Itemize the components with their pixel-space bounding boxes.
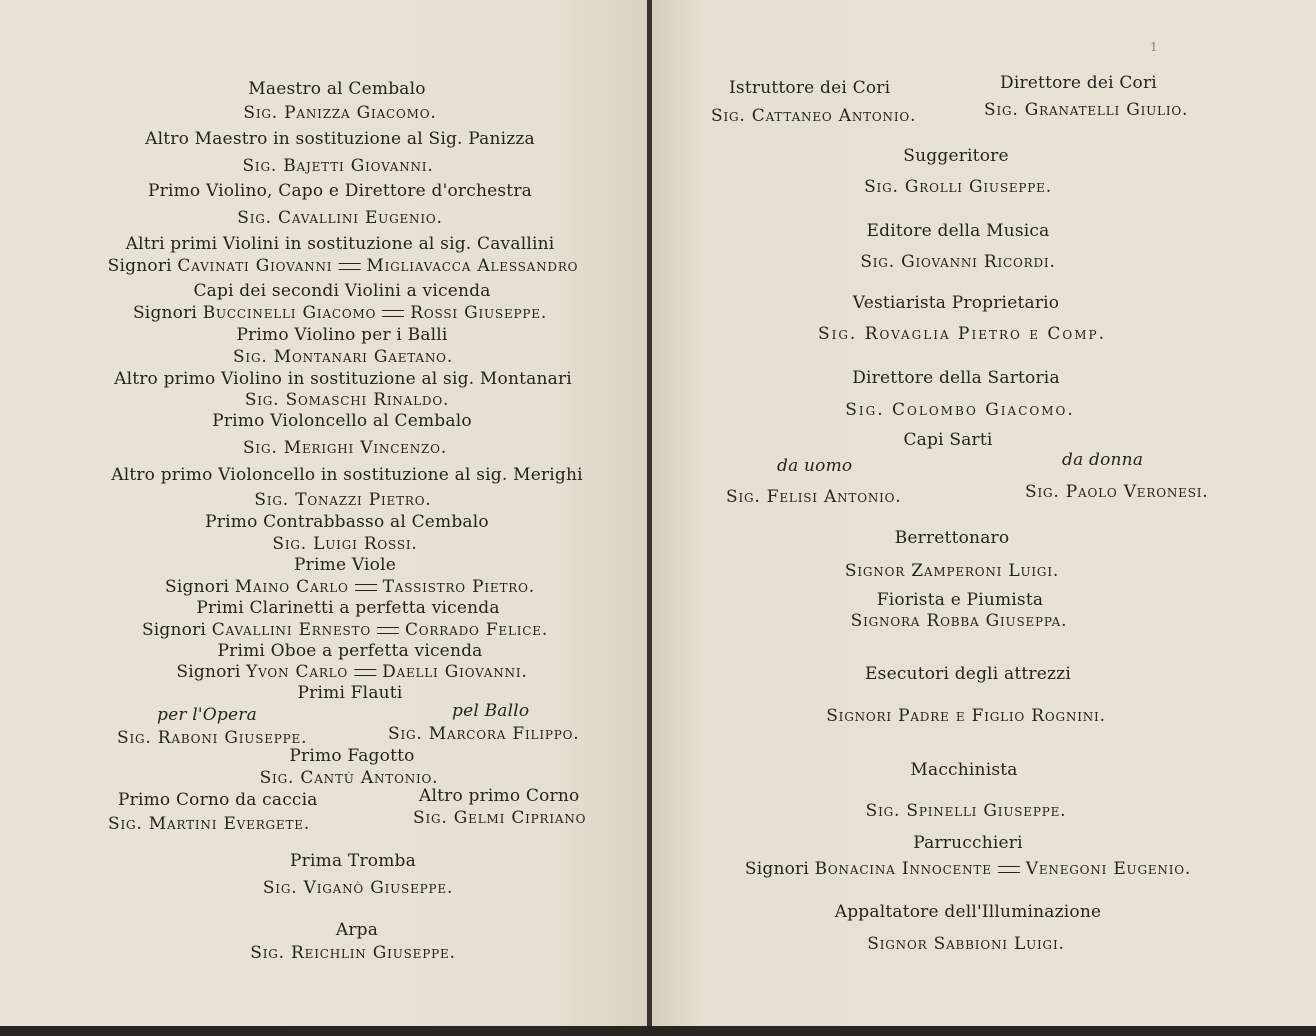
signori-prefix: Signori (744, 859, 810, 879)
fiorista-title: Fiorista e Piumista (876, 590, 1044, 610)
name-b: Corrado Felice. (404, 620, 549, 640)
prima-tromba-name: Sig. Viganò Giuseppe. (262, 878, 454, 898)
attrezzi-title: Esecutori degli attrezzi (865, 664, 1071, 684)
signori-prefix: Signori (176, 662, 241, 682)
equals-mark (382, 310, 404, 317)
signori-prefix: Signori (132, 303, 198, 323)
macchinista-title: Macchinista (910, 760, 1018, 780)
sarti-donna-label: da donna (1062, 450, 1144, 470)
suggeritore-name: Sig. Grolli Giuseppe. (864, 177, 1052, 197)
prime-viole-names (165, 577, 535, 597)
name-b: Rossi Giuseppe. (410, 303, 548, 323)
name-a: Bonacina Innocente (814, 859, 992, 879)
editore-title: Editore della Musica (866, 221, 1050, 241)
left-page (0, 0, 648, 1036)
equals-mark (338, 263, 360, 270)
altri-primi-violini-title: Altri primi Violini in sostituzione al sig. Cavallini (125, 234, 555, 254)
name-a: Buccinelli Giacomo (202, 303, 377, 323)
prime-viole-title: Prime Viole (294, 555, 396, 575)
primo-violino-capo-name: Sig. Cavallini Eugenio. (237, 208, 443, 228)
arpa-name: Sig. Reichlin Giuseppe. (250, 943, 456, 963)
vestiarista-title: Vestiarista Proprietario (852, 293, 1060, 313)
altro-primo-violino-name: Sig. Somaschi Rinaldo. (244, 390, 450, 410)
primo-fagotto-title: Primo Fagotto (289, 746, 415, 766)
sarti-uomo-label: da uomo (777, 456, 853, 476)
altro-corno-title: Altro primo Corno (419, 786, 580, 806)
primo-violino-balli-name: Sig. Montanari Gaetano. (232, 347, 454, 367)
folio-mark: 1 (1150, 40, 1158, 54)
altro-violoncello-name: Sig. Tonazzi Pietro. (254, 490, 432, 510)
vestiarista-name: Sig. Rovaglia Pietro e Comp. (817, 324, 1107, 344)
primi-oboe-title: Primi Oboe a perfetta vicenda (217, 641, 483, 661)
right-page (652, 0, 1316, 1036)
name-a: Cavallini Ernesto (211, 620, 371, 640)
altro-maestro-title: Altro Maestro in sostituzione al Sig. Panizza (145, 129, 535, 149)
berrettonaro-name: Signor Zamperoni Luigi. (844, 561, 1060, 581)
parrucchieri-names (745, 859, 1191, 879)
signori-prefix: Signori (141, 620, 207, 640)
primo-violoncello-title: Primo Violoncello al Cembalo (212, 411, 472, 431)
primo-contrabbasso-title: Primo Contrabbasso al Cembalo (205, 512, 489, 532)
altri-primi-violini-names (108, 256, 579, 276)
maestro-cembalo-title: Maestro al Cembalo (248, 79, 426, 99)
signori-prefix: Signori (107, 256, 172, 276)
illuminazione-title: Appaltatore dell'Illuminazione (834, 902, 1102, 922)
page-bottom-edge (0, 1026, 1316, 1036)
capi-secondi-violini-title: Capi dei secondi Violini a vicenda (193, 281, 491, 301)
primi-flauti-title: Primi Flauti (297, 683, 403, 703)
primo-violino-balli-title: Primo Violino per i Balli (236, 325, 448, 345)
istruttore-cori-title: Istruttore dei Cori (729, 78, 891, 98)
flauti-opera-name: Sig. Raboni Giuseppe. (117, 728, 308, 748)
parrucchieri-title: Parrucchieri (913, 833, 1023, 853)
direttore-cori-title: Direttore dei Cori (1000, 73, 1157, 93)
capi-secondi-violini-names (133, 303, 547, 323)
flauti-opera-label: per l'Opera (157, 705, 257, 725)
name-b: Venegoni Eugenio. (1025, 859, 1192, 879)
primi-oboe-names (176, 662, 527, 682)
capi-sarti-title: Capi Sarti (903, 430, 993, 450)
primo-corno-name: Sig. Martini Evergete. (108, 814, 311, 834)
primo-corno-title: Primo Corno da caccia (118, 790, 318, 810)
sartoria-name: Sig. Colombo Giacomo. (845, 400, 1075, 420)
equals-mark (377, 627, 399, 634)
arpa-title: Arpa (335, 920, 379, 940)
name-b: Migliavacca Alessandro (366, 256, 579, 276)
name-a: Cavinati Giovanni (177, 256, 333, 276)
sarti-uomo-name: Sig. Felisi Antonio. (726, 487, 902, 507)
sarti-donna-name: Sig. Paolo Veronesi. (1025, 482, 1209, 502)
editore-name: Sig. Giovanni Ricordi. (860, 252, 1056, 272)
prima-tromba-title: Prima Tromba (290, 851, 416, 871)
primo-violino-capo-title: Primo Violino, Capo e Direttore d'orchestra (147, 181, 533, 201)
primi-clarinetti-title: Primi Clarinetti a perfetta vicenda (196, 598, 500, 618)
altro-primo-violino-title: Altro primo Violino in sostituzione al sig. Montanari (114, 369, 572, 389)
flauti-ballo-name: Sig. Marcora Filippo. (388, 724, 580, 744)
primo-violoncello-name: Sig. Merighi Vincenzo. (242, 438, 448, 458)
illuminazione-name: Signor Sabbioni Luigi. (867, 934, 1065, 954)
signori-prefix: Signori (165, 577, 230, 597)
altro-corno-name: Sig. Gelmi Cipriano (413, 808, 587, 828)
macchinista-name: Sig. Spinelli Giuseppe. (865, 801, 1067, 821)
name-a: Maino Carlo (234, 577, 349, 597)
name-a: Yvon Carlo (246, 662, 349, 682)
primi-clarinetti-names (142, 620, 548, 640)
istruttore-cori-name: Sig. Cattaneo Antonio. (711, 106, 917, 126)
equals-mark (998, 866, 1020, 873)
attrezzi-name: Signori Padre e Figlio Rognini. (826, 706, 1106, 726)
primo-fagotto-name: Sig. Cantù Antonio. (259, 768, 439, 788)
equals-mark (355, 584, 377, 591)
maestro-cembalo-name: Sig. Panizza Giacomo. (243, 103, 437, 123)
altro-violoncello-title: Altro primo Violoncello in sostituzione al sig. Merighi (111, 465, 583, 485)
primo-contrabbasso-name: Sig. Luigi Rossi. (272, 534, 418, 554)
suggeritore-title: Suggeritore (903, 146, 1009, 166)
name-b: Tassistro Pietro. (382, 577, 535, 597)
equals-mark (354, 669, 376, 676)
name-b: Daelli Giovanni. (382, 662, 528, 682)
fiorista-name: Signora Robba Giuseppa. (850, 611, 1068, 631)
direttore-cori-name: Sig. Granatelli Giulio. (984, 100, 1189, 120)
berrettonaro-title: Berrettonaro (894, 528, 1010, 548)
flauti-ballo-label: pel Ballo (452, 701, 530, 721)
sartoria-title: Direttore della Sartoria (852, 368, 1060, 388)
altro-maestro-name: Sig. Bajetti Giovanni. (242, 156, 434, 176)
